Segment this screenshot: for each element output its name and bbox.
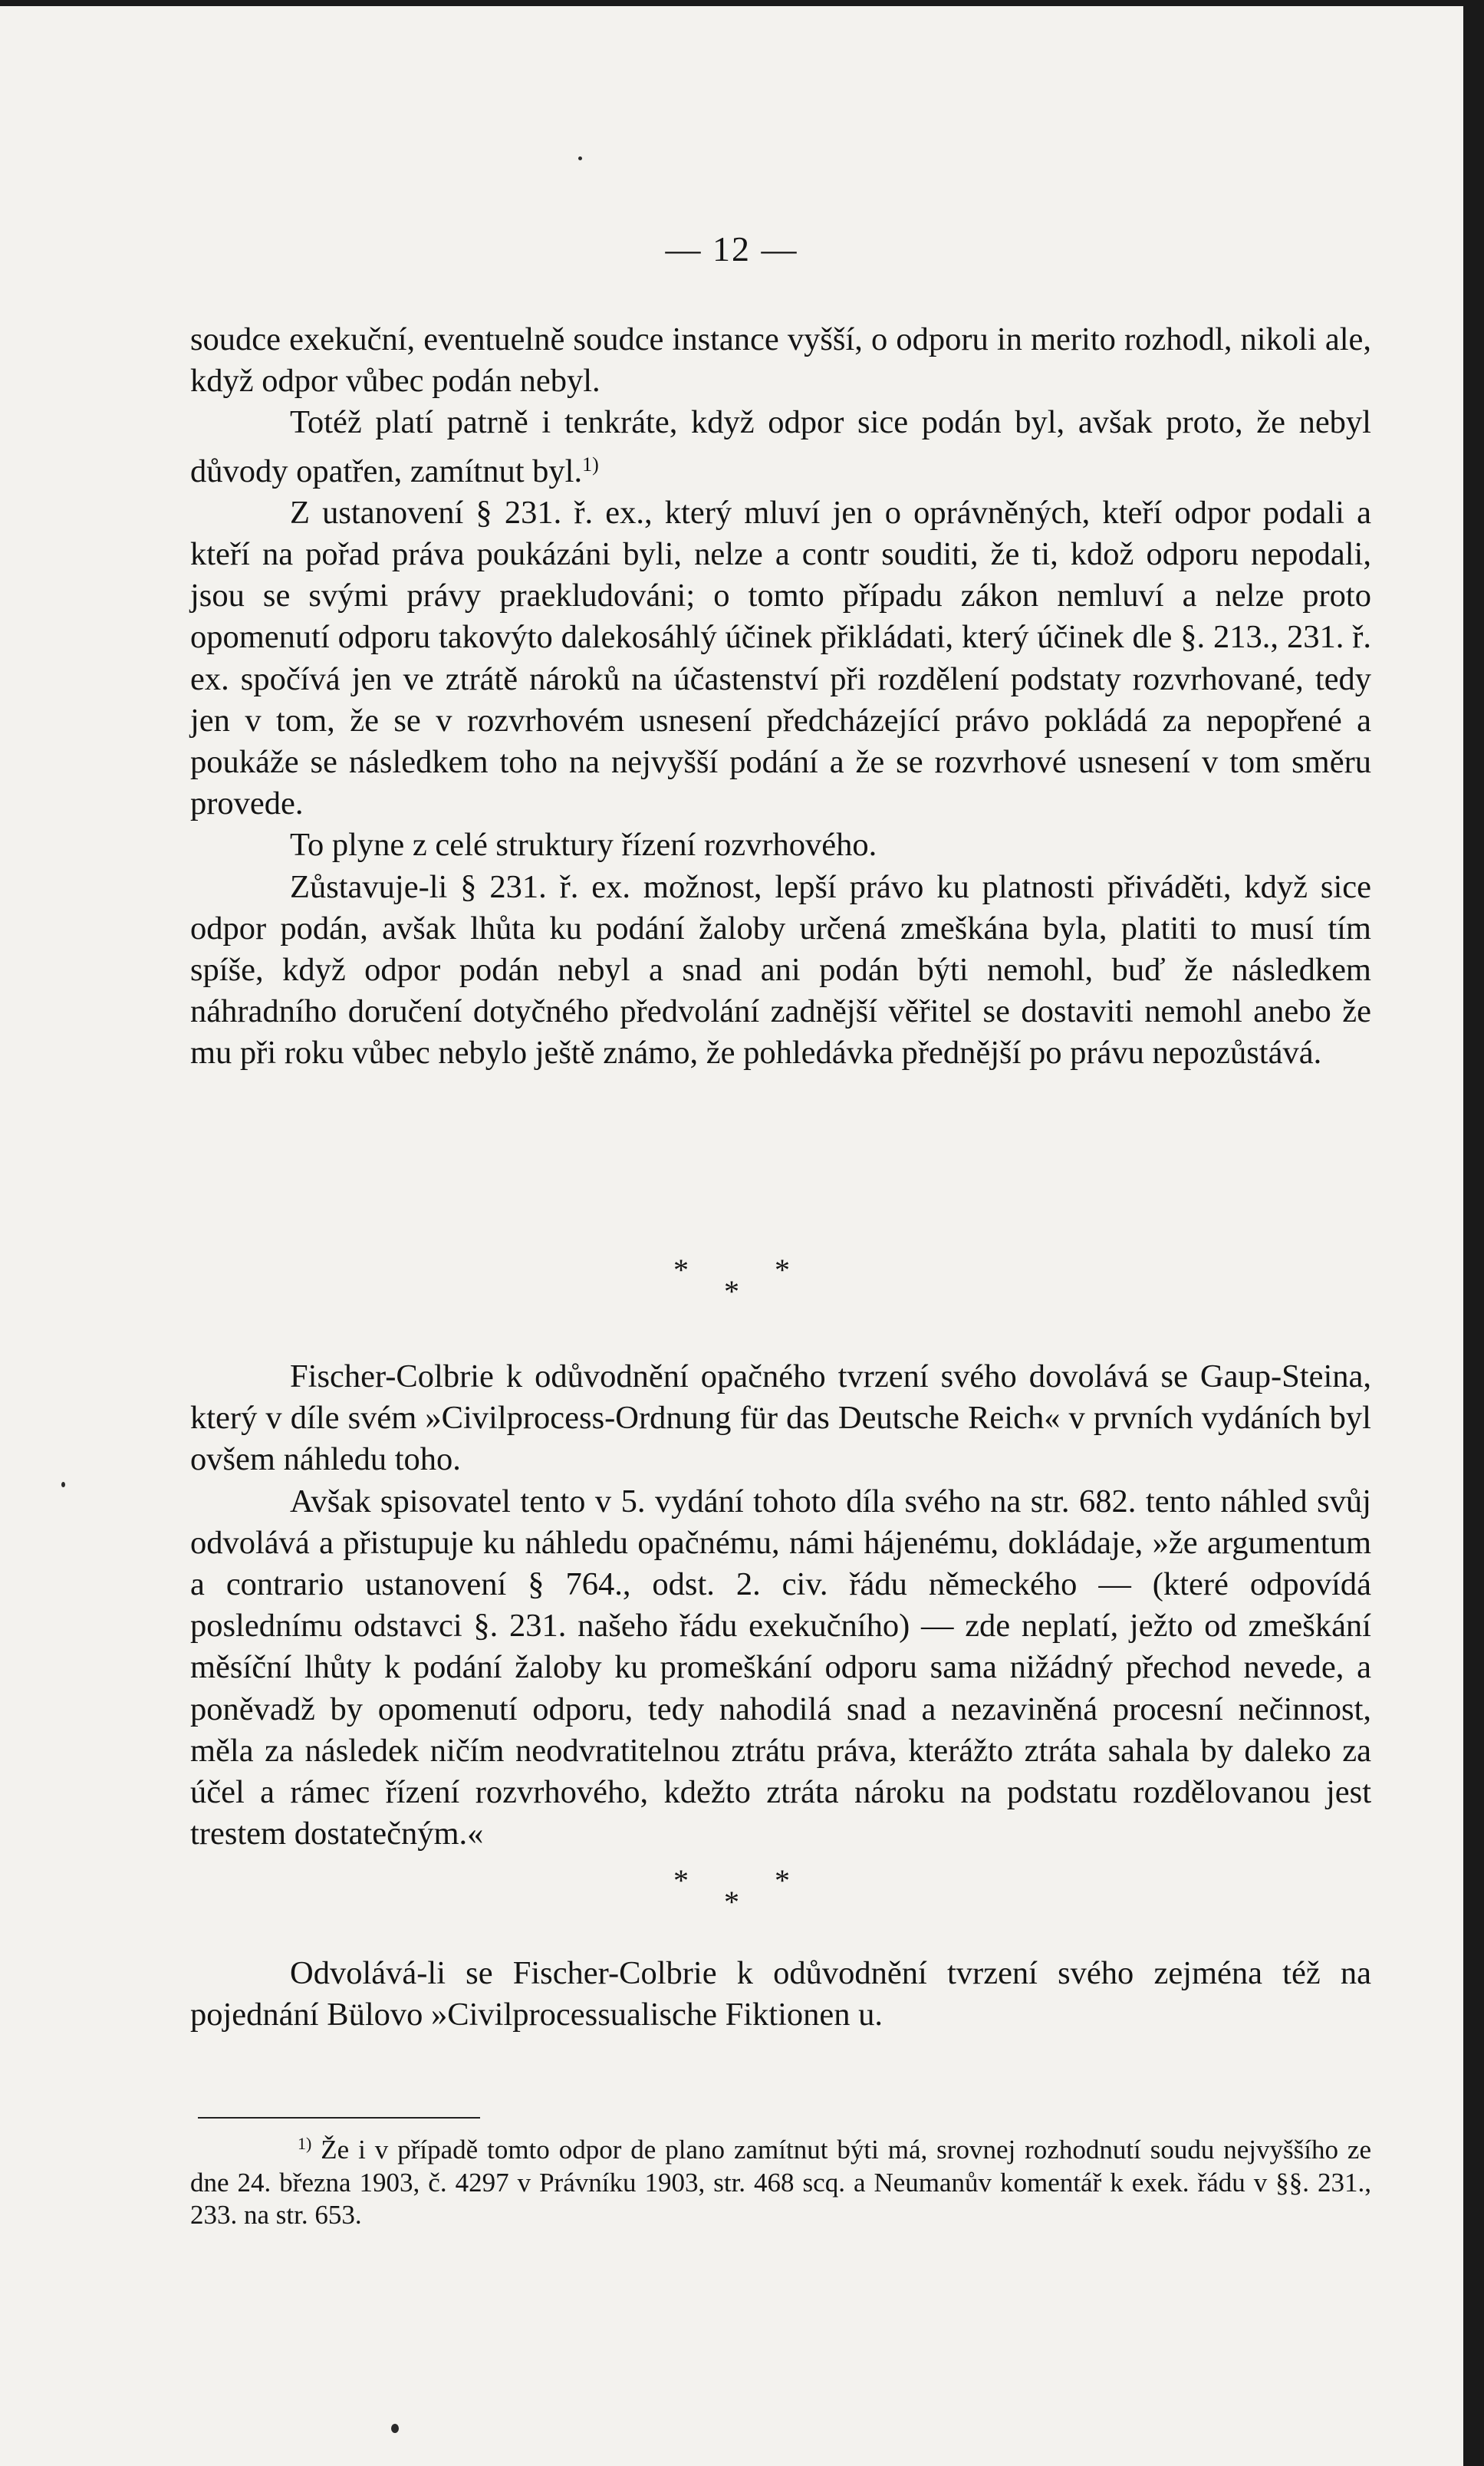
page-number: — 12 — <box>665 229 798 268</box>
footnote-marker: 1) <box>298 2134 312 2153</box>
scanned-page <box>0 6 1463 2466</box>
separator-star: * <box>775 1863 790 1898</box>
separator-star: * <box>724 1274 739 1309</box>
main-text-section-3 <box>190 1953 1371 2036</box>
footnote-text: Že i v případě tomto odpor de plano zamítnut býti má, srovnej rozhodnutí soudu nejvyššího ze dne 24. března 1903, č. 4297 v Právníku 1903, str. 468 scq. a Neumanův komentář k exek. řádu v §§. 231., 233. na str. 653. <box>190 2135 1372 2230</box>
footnote-divider <box>198 2117 480 2119</box>
paragraph: Zůstavuje-li § 231. ř. ex. možnost, lepší právo ku platnosti přiváděti, když sice odpor podán, avšak lhůta ku podání žaloby určená zmeškána byla, platiti to musí tím spíše, když odpor podán nebyl a snad ani podán býti nemohl, buď že následkem náhradního doručení dotyčného předvolání zadnější věřitel se dostaviti nemohl anebo že mu při roku vůbec nebylo ještě známo, že pohledávka přednější po právu nepozůstává. <box>190 868 1371 1072</box>
section-separator <box>0 1253 1463 1309</box>
main-text-section-1 <box>190 319 1371 1075</box>
print-speck <box>578 156 582 160</box>
paragraph: Z ustanovení § 231. ř. ex., který mluví jen o oprávněných, kteří odpor podali a kteří na pořad práva poukázáni byli, nelze a contr souditi, že ti, kdož odporu nepodali, jsou se svými právy praekludováni; o tomto případu zákon nemluví a nelze proto opomenutí odporu takovýto dalekosáhlý účinek přikládati, který účinek dle §. 213., 231. ř. ex. spočívá jen ve ztrátě nároků na účastenství při rozdělení podstaty rozvrhované, tedy jen v tom, že se v rozvrhovém usnesení předcházející právo pokládá za nepopřené a poukáže se následkem toho na nejvyšší podání a že se rozvrhové usnesení v tom směru provede. <box>190 494 1371 822</box>
separator-star: * <box>724 1885 739 1919</box>
print-speck <box>61 1482 65 1487</box>
paragraph: Fischer-Colbrie k odůvodnění opačného tvrzení svého dovolává se Gaup-Steina, který v díle svém »Civilprocess-Ordnung für das Deutsche Reich« v prvních vydáních byl ovšem náhledu toho. <box>190 1358 1371 1478</box>
section-separator <box>0 1863 1463 1919</box>
paragraph: Odvolává-li se Fischer-Colbrie k odůvodnění tvrzení svého zejména též na pojednání Bülovo »Civilprocessualische Fiktionen u. <box>190 1955 1371 2033</box>
paragraph <box>190 402 1371 492</box>
main-text-section-2 <box>190 1356 1371 1855</box>
footnote <box>190 2128 1371 2232</box>
paragraph-text: Totéž platí patrně i tenkráte, když odpor sice podán byl, avšak proto, že nebyl důvody opatřen, zamítnut byl. <box>190 404 1371 489</box>
paragraph: To plyne z celé struktury řízení rozvrhového. <box>290 827 877 864</box>
paragraph: Avšak spisovatel tento v 5. vydání tohoto díla svého na str. 682. tento náhled svůj odvolává a přistupuje ku náhledu opačnému, námi hájenému, dokládaje, »že argumentum a contrario ustanovení § 764., odst. 2. civ. řádu německého — (které odpovídá poslednímu odstavci §. 231. našeho řádu exekučního) — zde neplatí, ježto od zmeškání měsíční lhůty k podání žaloby ku promeškání odporu sama nižádný přechod nevede, a poněvadž by opomenutí odporu, tedy nahodilá snad a nezaviněná procesní nečinnost, měla za následek ničím neodvratitelnou ztrátu práva, kterážto ztráta sahala by daleko za účel a rámec řízení rozvrhového, kdežto ztráta nároku na podstatu rozdělovanou jest trestem dostatečným.« <box>190 1483 1371 1852</box>
separator-star: * <box>673 1863 689 1898</box>
paragraph: soudce exekuční, eventuelně soudce instance vyšší, o odporu in merito rozhodl, nikoli ale, když odpor vůbec podán nebyl. <box>190 321 1371 400</box>
print-speck <box>391 2424 399 2433</box>
footnote-reference: 1) <box>582 453 599 476</box>
separator-star: * <box>673 1253 689 1287</box>
separator-star: * <box>775 1253 790 1287</box>
